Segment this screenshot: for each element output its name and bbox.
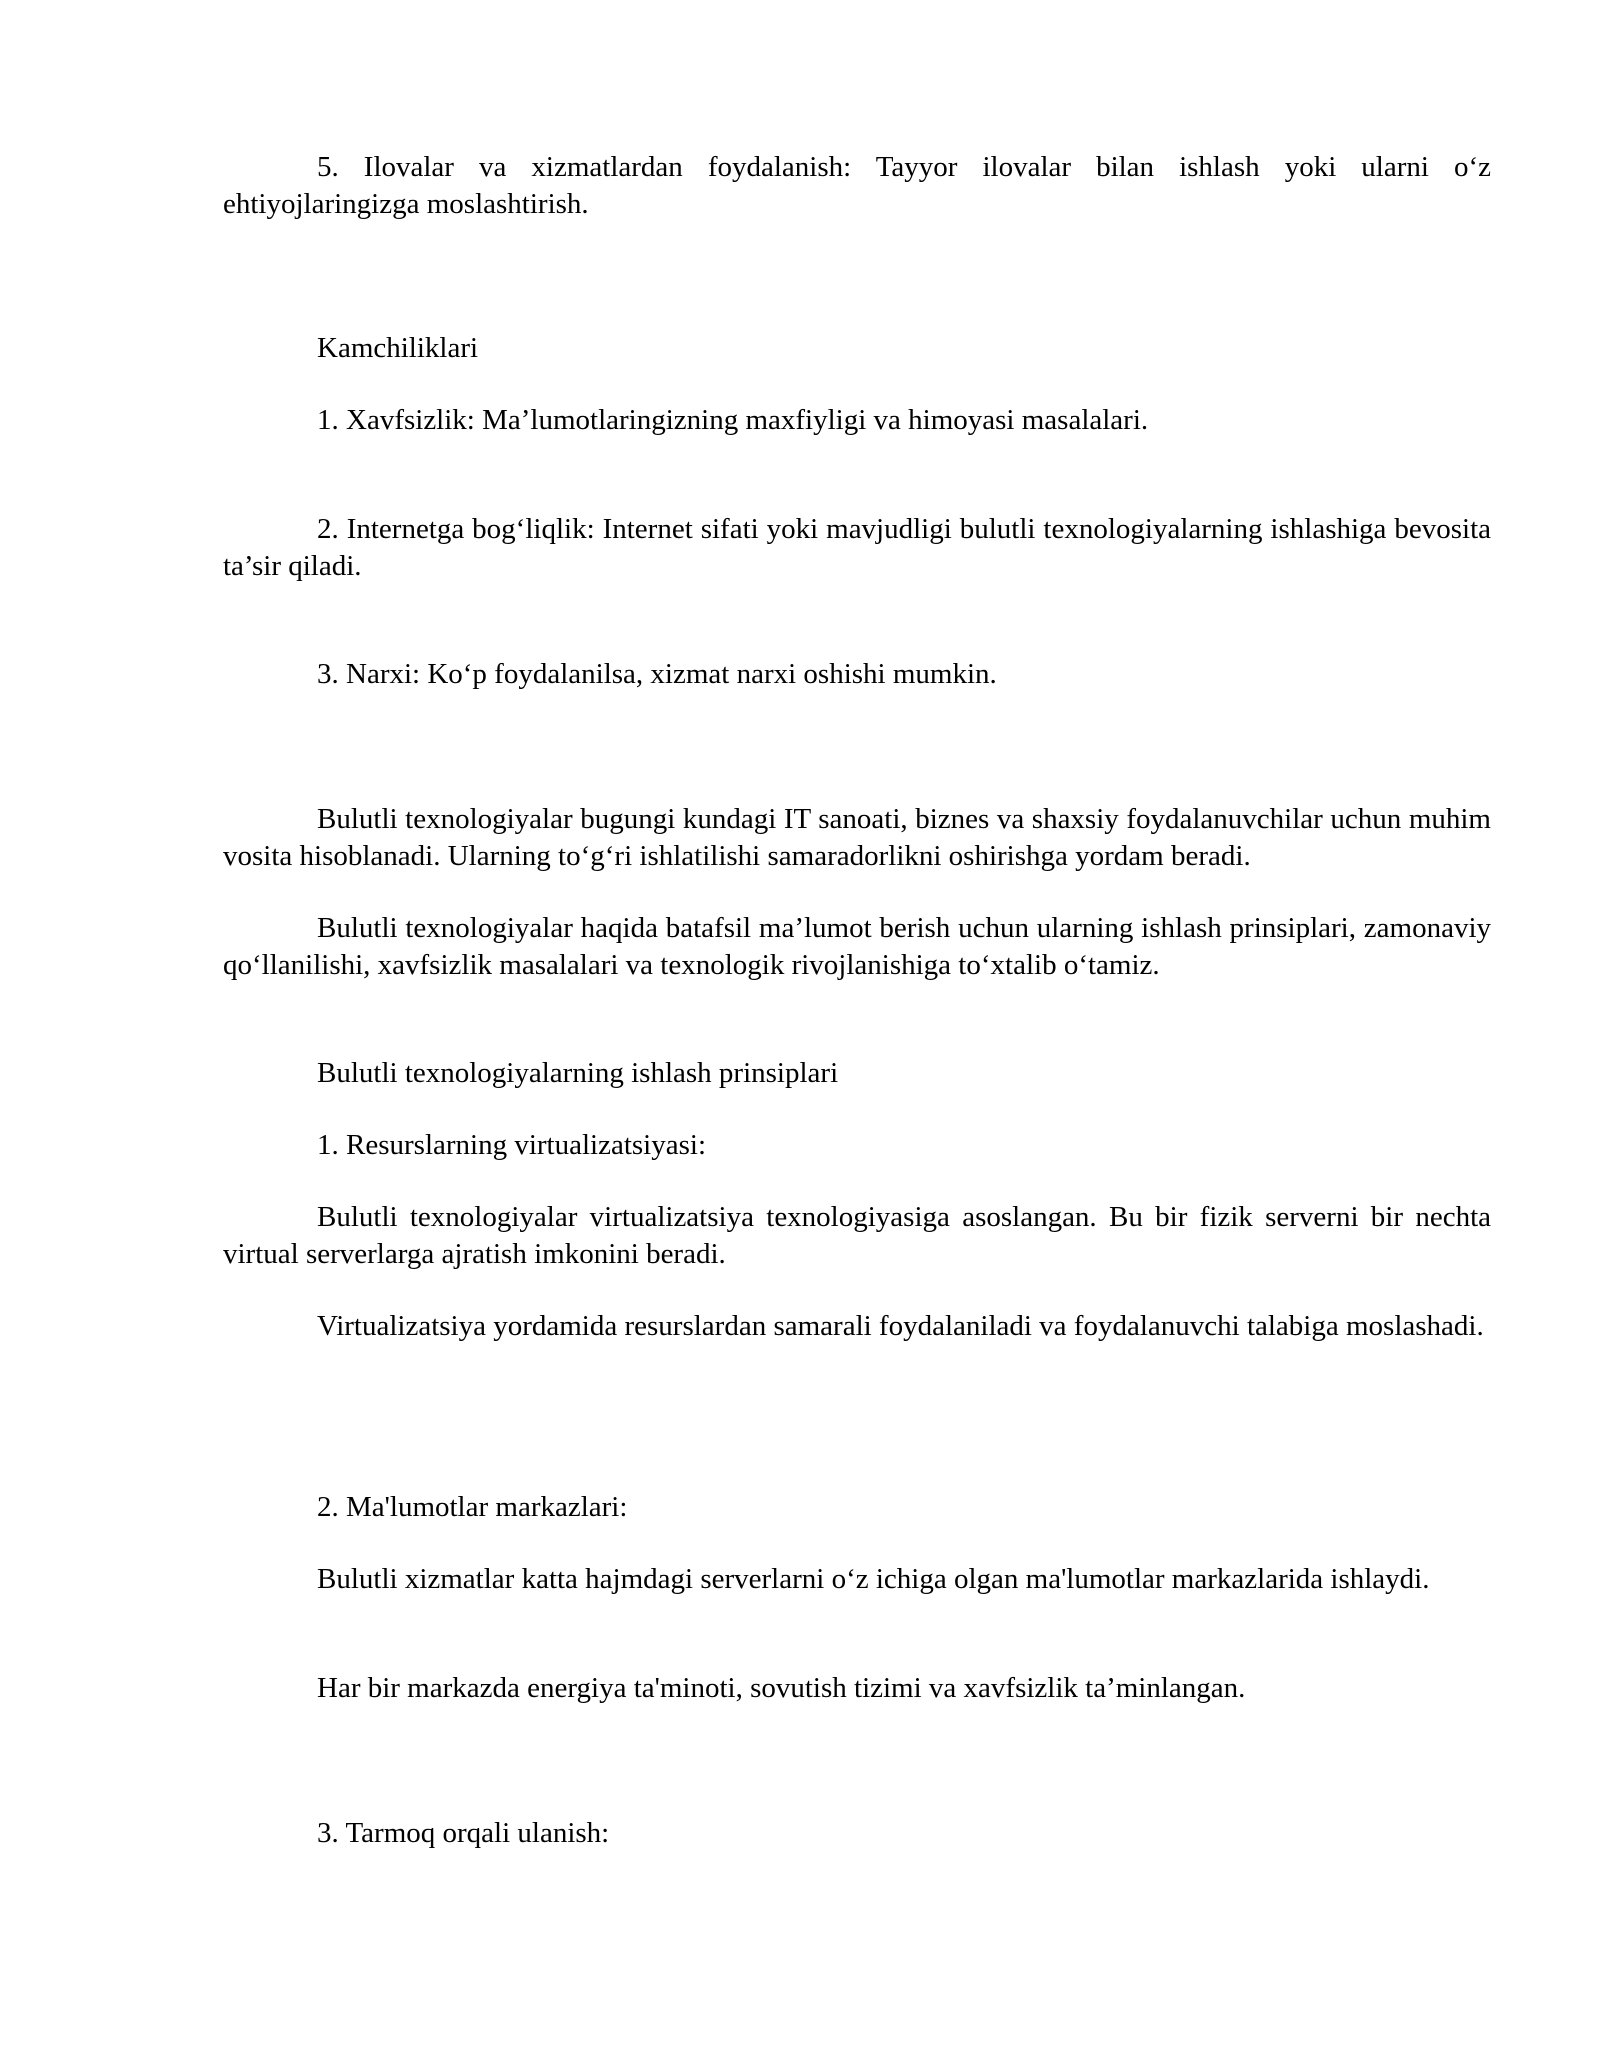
paragraph-cloud-importance: Bulutli texnologiyalar bugungi kundagi IT sanoati, biznes va shaxsiy foydalanuvchilar uchun muhim vosita hisoblanadi. Ularning to‘g‘ri ishlatilishi samaradorlikni oshirishga yordam beradi. [223,803,1491,872]
heading-working-principles: Bulutli texnologiyalarning ishlash prinsiplari [317,1057,839,1089]
heading-disadvantages: Kamchiliklari [317,332,479,364]
paragraph-data-centers: Bulutli xizmatlar katta hajmdagi serverlarni o‘z ichiga olgan ma'lumotlar markazlarida ishlaydi. [317,1563,1430,1595]
paragraph-virtualization-efficiency: Virtualizatsiya yordamida resurslardan samarali foydalaniladi va foydalanuvchi talabiga moslashadi. [317,1310,1484,1342]
subheading-network-connection: 3. Tarmoq orqali ulanish: [317,1817,610,1849]
list-item-security: 1. Xavfsizlik: Ma’lumotlaringizning maxfiyligi va himoyasi masalalari. [317,404,1149,436]
subheading-data-centers: 2. Ma'lumotlar markazlari: [317,1491,628,1523]
paragraph-apps-usage: 5. Ilovalar va xizmatlardan foydalanish: Tayyor ilovalar bilan ishlash yoki ularni o‘z ehtiyojlaringizga moslashtirish. [223,151,1491,220]
subheading-virtualization: 1. Resurslarning virtualizatsiyasi: [317,1129,707,1161]
list-item-internet-dependency: 2. Internetga bog‘liqlik: Internet sifati yoki mavjudligi bulutli texnologiyalarning ishlashiga bevosita ta’sir qiladi. [223,513,1491,582]
list-item-price: 3. Narxi: Ko‘p foydalanilsa, xizmat narxi oshishi mumkin. [317,658,997,690]
paragraph-cloud-details: Bulutli texnologiyalar haqida batafsil ma’lumot berish uchun ularning ishlash prinsiplari, zamonaviy qo‘llanilishi, xavfsizlik masalalari va texnologik rivojlanishiga to‘xtalib o‘tamiz. [223,912,1491,981]
paragraph-data-center-infrastructure: Har bir markazda energiya ta'minoti, sovutish tizimi va xavfsizlik ta’minlangan. [317,1672,1246,1704]
paragraph-virtualization-basis: Bulutli texnologiyalar virtualizatsiya texnologiyasiga asoslangan. Bu bir fizik serverni bir nechta virtual serverlarga ajratish imkonini beradi. [223,1201,1491,1270]
